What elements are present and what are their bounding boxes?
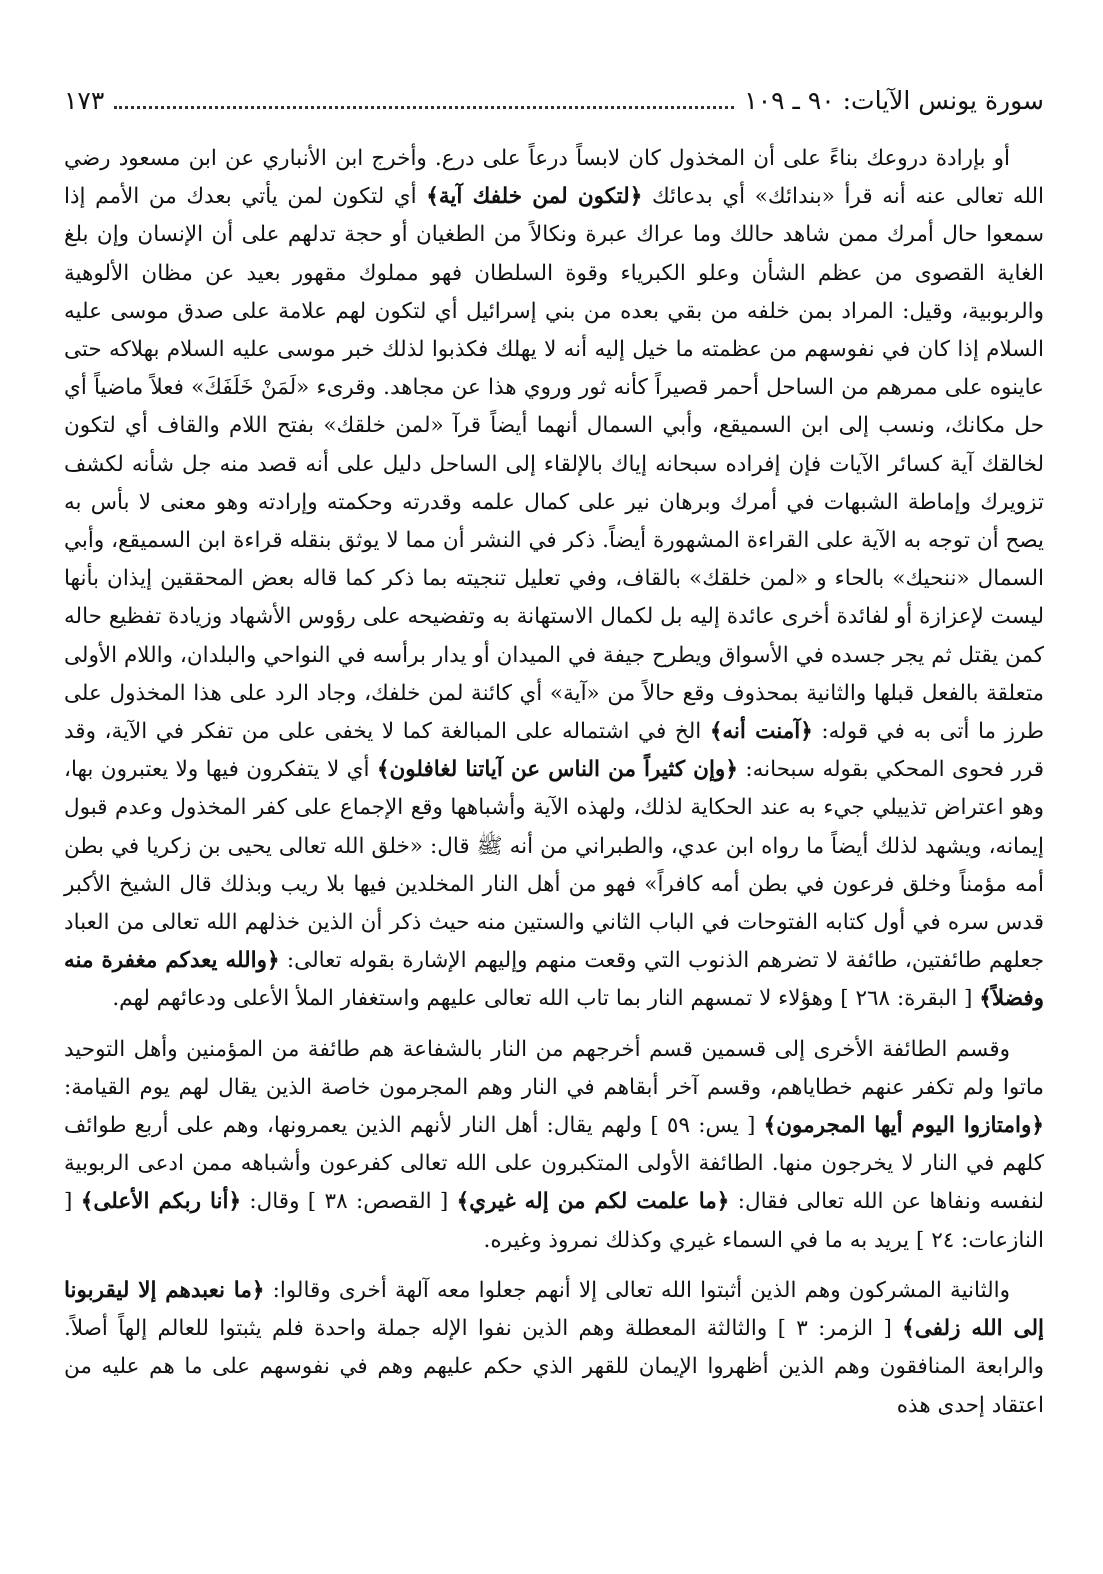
text-segment: والثانية المشركون وهم الذين أثبتوا الله تعالى إلا أنهم جعلوا معه آلهة أخرى وقالوا: xyxy=(264,1277,1010,1303)
quran-verse: ﴿آمنت أنه﴾ xyxy=(709,719,813,745)
paragraph-1 xyxy=(64,140,1044,1019)
page-body xyxy=(64,140,1044,1433)
text-segment: [ النازعات: ٢٤ ] يريد به ما في السماء غيري وكذلك نمروذ وغيره. xyxy=(64,1189,1044,1253)
quran-verse: ﴿ما نعبدهم إلا ليقربونا إلى الله زلفى﴾ xyxy=(64,1277,1044,1342)
paragraph-2 xyxy=(64,1031,1044,1260)
header-dotted-leader xyxy=(114,105,734,109)
quran-verse: ﴿ما علمت لكم من إله غيري﴾ xyxy=(456,1189,730,1215)
page-header xyxy=(64,82,1044,116)
quran-verse: ﴿أنا ربكم الأعلى﴾ xyxy=(80,1189,242,1215)
text-segment: [ الزمر: ٣ ] والثالثة المعطلة وهم الذين نفوا الإله جملة واحدة فلم يثبتوا للعالم إلهاً أصلاً. والرابعة المنافقون وهم الذين أظهروا الإيمان للقهر الذي حكم عليهم وهم في نفوسهم على ما هم عليه من اعتقاد إحدى هذه xyxy=(64,1316,1044,1418)
quran-verse: ﴿لتكون لمن خلفك آية﴾ xyxy=(426,184,643,210)
text-segment: [ البقرة: ٢٦٨ ] وهؤلاء لا تمسهم النار بما تاب الله تعالى عليهم واستغفار الملأ الأعلى ودعائهم لهم. xyxy=(112,986,980,1012)
running-title: سورة يونس الآيات: ٩٠ ـ ١٠٩ xyxy=(744,86,1044,115)
text-segment: الخ في اشتماله على المبالغة كما لا يخفى على من تفكر في الآية، وقد قرر فحوى المحكي بقوله سبحانه: xyxy=(64,719,1045,783)
text-segment: وقسم الطائفة الأخرى إلى قسمين قسم أخرجهم من النار بالشفاعة هم طائفة من المؤمنين وأهل التوحيد ماتوا ولم تكفر عنهم خطاياهم، وقسم آخر أبقاهم في النار وهم المجرمون خاصة الذين يقال لهم يوم القيامة: xyxy=(64,1036,1044,1100)
paragraph-3 xyxy=(64,1272,1044,1425)
page-number: ١٧٣ xyxy=(64,86,105,115)
text-segment: أي لا يتفكرون فيها ولا يعتبرون بها، وهو اعتراض تذييلي جيء به عند الحكاية لذلك، ولهذه الآية وأشباهها وقع الإجماع على كفر المخذول وعدم قبول إيمانه، ويشهد لذلك أيضاً ما رواه ابن عدي، والطبراني من أنه ﷺ قال: «خلق الله تعالى يحيى بن زكريا في بطن أمه مؤمناً وخلق فرعون في بطن أمه كافراً» فهو من أهل النار المخلدين فيها بلا ريب وبذلك قال الشيخ الأكبر قدس سره في أول كتابه الفتوحات في الباب الثاني والستين منه حيث ذكر أن الذين خذلهم الله تعالى من العباد جعلهم طائفتين، طائفة لا تضرهم الذنوب التي وقعت منهم وإليهم الإشارة بقوله تعالى: xyxy=(64,757,1045,974)
text-segment: أو بإرادة دروعك بناءً على أن المخذول كان لابساً درعاً على درع. وأخرج ابن الأنباري عن ابن مسعود رضي الله تعالى عنه أنه قرأ «بندائك» أي بدعائك xyxy=(64,146,1044,210)
text-segment: أي لتكون لمن يأتي بعدك من الأمم إذا سمعوا حال أمرك ممن شاهد حالك وما عراك عبرة ونكالاً من الطغيان أو حجة تدلهم على أن الإنسان وإن بلغ الغاية القصوى من عظم الشأن وعلو الكبرياء وقوة السلطان فهو مملوك مقهور بعيد عن مظان الألوهية والربوبية، وقيل: المراد بمن خلفه من بقي بعده من بني إسرائيل أي لتكون لهم علامة على صدق موسى عليه السلام إذا كان في نفوسهم من عظمته ما خيل إليه أنه لا يهلك فكذبوا لذلك خبر موسى عليه السلام بهلاكه حتى عاينوه على ممرهم من الساحل أحمر قصيراً كأنه ثور وروي هذا عن مجاهد. وقرىء «لَمَنْ خَلَفَكَ» فعلاً ماضياً أي حل مكانك، ونسب إلى ابن السميقع، وأبي السمال أنهما أيضاً قرآ «لمن خلقك» بفتح اللام والقاف أي لتكون لخالقك آية كسائر الآيات فإن إفراده سبحانه إياك بالإلقاء إلى الساحل دليل على أنه قصد منه جل شأنه لكشف تزويرك وإماطة الشبهات في أمرك وبرهان نير على كمال علمه وقدرته وحكمته وإرادته وهو معنى لا بأس به يصح أن توجه به الآية على القراءة المشهورة أيضاً. ذكر في النشر أن مما لا يوثق بنقله قراءة ابن السميقع، وأبي السمال «ننحيك» بالحاء و «لمن خلقك» بالقاف، وفي تعليل تنجيته بما ذكر كما قاله بعض المحققين إيذان بأنها ليست لإعزازة أو لفائدة أخرى عائدة إليه بل لكمال الاستهانة به وتفضيحه على رؤوس الأشهاد وزيادة تفظيع حاله كمن يقتل ثم يجر جسده في الأسواق ويطرح جيفة في الميدان أو يدار برأسه في النواحي والبلدان، واللام الأولى متعلقة بالفعل قبلها والثانية بمحذوف وقع حالاً من «آية» أي كائنة لمن خلفك، وجاد الرد على هذا المخذول على طرز ما أتى به في قوله: xyxy=(64,184,1044,745)
text-segment: [ القصص: ٣٨ ] وقال: xyxy=(241,1189,457,1215)
quran-verse: ﴿وامتازوا اليوم أيها المجرمون﴾ xyxy=(763,1113,1044,1139)
quran-verse: ﴿وإن كثيراً من الناس عن آياتنا لغافلون﴾ xyxy=(376,757,738,783)
quran-verse: ﴿والله يعدكم مغفرة منه وفضلاً﴾ xyxy=(64,948,1044,1012)
text-segment: [ يس: ٥٩ ] ولهم يقال: أهل النار لأنهم الذين يعمرونها، وهم على أربع طوائف كلهم في النار لا يخرجون منها. الطائفة الأولى المتكبرون على الله تعالى كفرعون وأشباهه ممن ادعى الربوبية لنفسه ونفاها عن الله تعالى فقال: xyxy=(64,1113,1045,1215)
